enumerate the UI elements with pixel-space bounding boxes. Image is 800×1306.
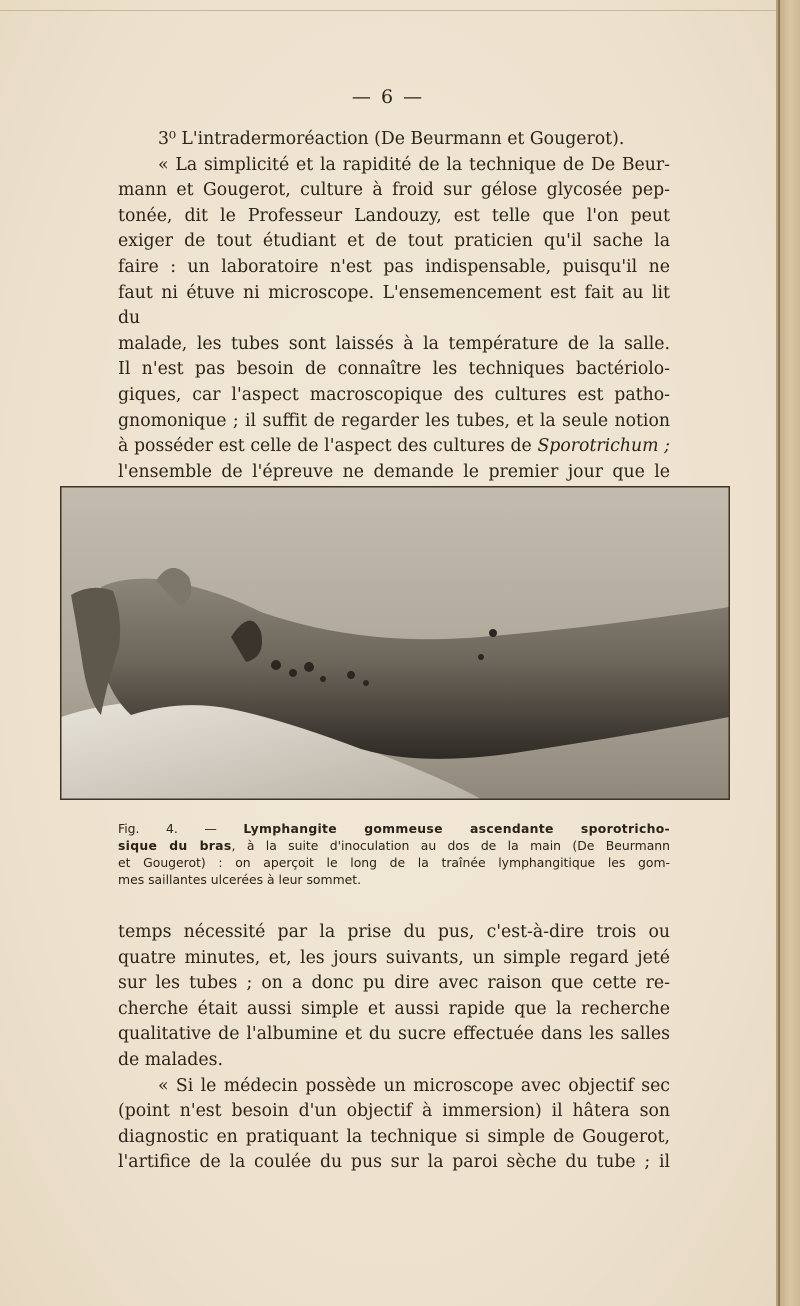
text-line: diagnostic en pratiquant la technique si simple de Gougerot, [118, 1126, 670, 1147]
text-line-with-italic [118, 434, 670, 460]
figure-photo [60, 486, 730, 800]
caption-line [118, 820, 670, 837]
text-line: sur les tubes ; on a donc pu dire avec raison que cette re- [118, 973, 670, 994]
text-line: giques, car l'aspect macroscopique des cultures est patho- [118, 384, 670, 405]
text-line: « La simplicité et la rapidité de la technique de De Beur- [158, 154, 670, 175]
text-line: tonée, dit le Professeur Landouzy, est telle que l'on peut [118, 205, 670, 226]
text-line: (point n'est besoin d'un objectif à immersion) il hâtera son [118, 1101, 670, 1122]
text-block-top [118, 127, 670, 485]
text-line: faire : un laboratoire n'est pas indispensable, puisqu'il ne [118, 256, 670, 277]
page-edge-line [778, 0, 780, 1306]
text-line: « Si le médecin possède un microscope avec objectif sec [158, 1075, 670, 1096]
text-line: qualitative de l'albumine et du sucre effectuée dans les salles [118, 1024, 670, 1045]
caption-title: Lymphangite gommeuse ascendante sporotricho- [243, 821, 670, 836]
text-line: malade, les tubes sont laissés à la température de la salle. [118, 333, 670, 354]
page-number: — 6 — [351, 86, 425, 108]
arm-photograph [61, 487, 729, 799]
text-line: l'artifice de la coulée du pus sur la paroi sèche du tube ; il [118, 1152, 670, 1173]
italic-term: Sporotrichum ; [537, 436, 670, 457]
text-line: temps nécessité par la prise du pus, c'est-à-dire trois ou [118, 922, 670, 942]
text-line: gnomonique ; il suffit de regarder les tubes, et la seule notion [118, 410, 670, 431]
top-rule [0, 0, 776, 11]
text-line: de malades. [118, 1049, 223, 1070]
text-line: quatre minutes, et, les jours suivants, un simple regard jeté [118, 947, 670, 968]
caption-line: mes saillantes ulcerées à leur sommet. [118, 872, 362, 887]
text-line: cherche était aussi simple et aussi rapide que la recherche [118, 998, 670, 1019]
text-line: l'ensemble de l'épreuve ne demande le premier jour que le [118, 461, 670, 482]
text-block-bottom [118, 920, 670, 1176]
caption-line: et Gougerot) : on aperçoit le long de la traînée lymphangitique les gom- [118, 855, 670, 870]
figure-caption [118, 820, 670, 888]
caption-line [118, 837, 670, 854]
section-heading: 3⁰ L'intradermoréaction (De Beurmann et Gougerot). [158, 129, 625, 149]
text-line: Il n'est pas besoin de connaître les techniques bactériolo- [118, 359, 670, 380]
caption-title: sique du bras [118, 838, 232, 853]
caption-text: , à la suite d'inoculation au dos de la main (De Beurmann [231, 838, 670, 853]
caption-prefix: Fig. 4. — [118, 821, 244, 836]
page-edge [776, 0, 800, 1306]
text-line: exiger de tout étudiant et de tout praticien qu'il sache la [118, 231, 670, 252]
text-line: mann et Gougerot, culture à froid sur gélose glycosée pep- [118, 180, 670, 201]
text-span: à posséder est celle de l'aspect des cultures de [118, 436, 538, 457]
text-line: faut ni étuve ni microscope. L'ensemencement est fait au lit du [118, 282, 670, 329]
